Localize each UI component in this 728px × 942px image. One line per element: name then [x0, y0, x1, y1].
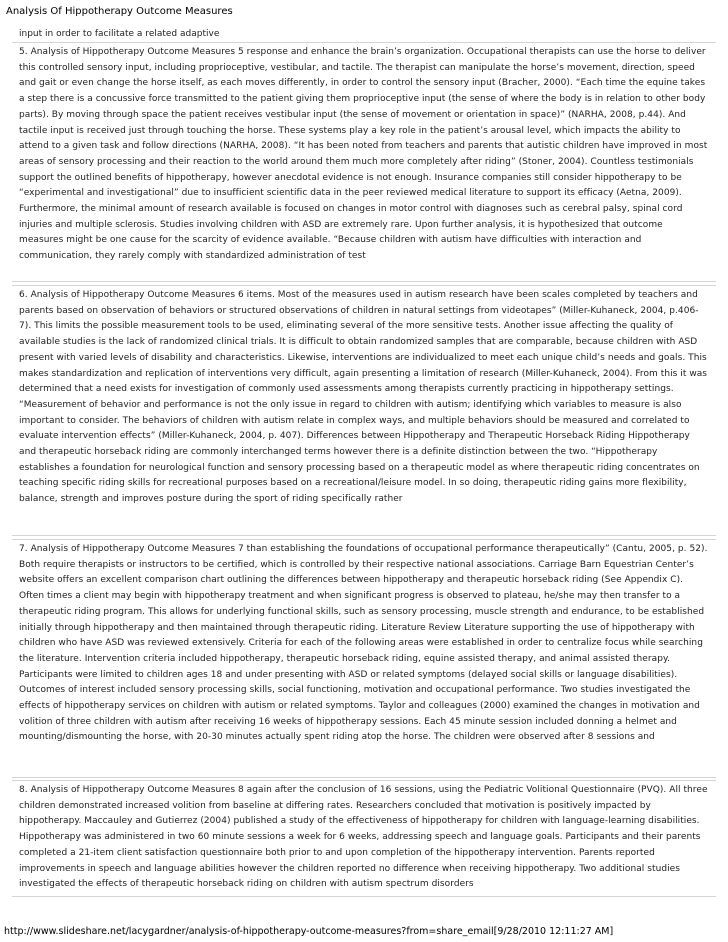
slide-5-panel — [12, 42, 716, 282]
page-title: Analysis Of Hippotherapy Outcome Measures — [6, 6, 233, 17]
slide-8-text: 8. Analysis of Hippotherapy Outcome Measures 8 again after the conclusion of 16 sessions, using the Pediatric Volitional Questionnaire (PVQ). All three children demonstrated increased volition from baseline at differing rates. Researchers concluded that motivation is positively impacted by hippotherapy. Maccauley and Gutierrez (2004) published a study of the effectiveness of hippotherapy for children with language-learning disabilities. Hippotherapy was administered in two 60 minute sessions a week for 6 weeks, addressing speech and language goals. Participants and their parents completed a 21-item client satisfaction questionnaire both prior to and upon completion of the hippotherapy intervention. Parents reported improvements in speech and language abilities however the children reported no difference when receiving hippotherapy. Two additional studies investigated the effects of therapeutic horseback riding on children with autism spectrum disorders — [19, 785, 708, 890]
slide-7-panel — [12, 539, 716, 778]
slide-6-panel — [12, 285, 716, 536]
slide-8-panel — [12, 780, 716, 897]
slide-7-text: 7. Analysis of Hippotherapy Outcome Measures 7 than establishing the foundations of occupational performance therapeutically” (Cantu, 2005, p. 52). Both require therapists or instructors to be certified, which is controlled by their respective national associations. Carriage Barn Equestrian Center’s website offers an excellent comparison chart outlining the differences between hippotherapy and therapeutic horseback riding (See Appendix C). Often times a client may begin with hippotherapy treatment and when significant progress is observed to plateau, he/she may then transfer to a therapeutic riding program. This allows for underlying functional skills, such as sensory processing, muscle strength and endurance, to be established initially through hippotherapy and then maintained through therapeutic riding. Literature Review Literature supporting the use of hippotherapy with children who have ASD was reviewed extensively. Criteria for each of the following areas were established in order to centralize focus while searching the literature. Intervention criteria included hippotherapy, therapeutic horseback riding, equine assisted therapy, and animal assisted therapy. Participants were limited to children ages 18 and under presenting with ASD or related symptoms (delayed social skills or language disabilities). Outcomes of interest included sensory processing skills, social functioning, motivation and occupational performance. Two studies investigated the effects of hippotherapy services on children with autism or related symptoms. Taylor and colleagues (2000) examined the changes in motivation and volition of three children with autism after receiving 16 weeks of hippotherapy sessions. Each 45 minute session included donning a helmet and mounting/dismounting the horse, with 20-30 minutes actually spent riding atop the horse. The children were observed after 8 sessions and — [19, 544, 708, 743]
slide-6-text: 6. Analysis of Hippotherapy Outcome Measures 6 items. Most of the measures used in autism research have been scales completed by teachers and parents based on observation of behaviors or structured observations of children in natural settings from videotapes” (Miller-Kuhaneck, 2004, p.406-7). This limits the possible measurement tools to be used, eliminating several of the more sensitive tests. Another issue affecting the quality of available studies is the lack of randomized clinical trials. It is difficult to obtain randomized samples that are comparable, because children with ASD present with varied levels of disability and characteristics. Likewise, interventions are individualized to meet each unique child’s needs and goals. This makes standardization and replication of interventions very difficult, again presenting a limitation of research (Miller-Kuhaneck, 2004). From this it was determined that a need exists for investigation of commonly used assessments among therapists currently practicing in hippotherapy settings. “Measurement of behavior and performance is not the only issue in regard to children with autism; identifying which variables to measure is also important to consider. The behaviors of children with autism relate in complex ways, and multiple behaviors should be measured and correlated to evaluate intervention effects” (Miller-Kuhaneck, 2004, p. 407). Differences between Hippotherapy and Therapeutic Horseback Riding Hippotherapy and therapeutic horseback riding are commonly interchanged terms however there is a definite distinction between the two. “Hippotherapy establishes a foundation for neurological function and sensory processing based on a therapeutic model as where therapeutic riding concentrates on teaching specific riding skills for recreational purposes based on a recreational/leisure model. In so doing, therapeutic riding gains more flexibility, balance, strength and improves posture during the sport of riding specifically rather — [19, 290, 708, 505]
source-url-footer: http://www.slideshare.net/lacygardner/analysis-of-hippotherapy-outcome-measures?from=share_email[9/28/2010 12:11:27 AM] — [4, 926, 614, 937]
slide-5-text: 5. Analysis of Hippotherapy Outcome Measures 5 response and enhance the brain’s organization. Occupational therapists can use the horse to deliver this controlled sensory input, including proprioceptive, vestibular, and tactile. The therapist can manipulate the horse’s movement, direction, speed and gait or even change the horse itself, as each moves differently, in order to control the sensory input (Bracher, 2000). “Each time the equine takes a step there is a concussive force transmitted to the patient giving them proprioceptive input (the sense of where the body is in relation to other body parts). By moving through space the patient receives vestibular input (the sense of movement or orientation in space)” (NARHA, 2008, p.44). And tactile input is received just through touching the horse. These systems play a key role in the patient’s arousal level, which impacts the ability to attend to a given task and follow directions (NARHA, 2008). “It has been noted from teachers and parents that autistic children have improved in most areas of sensory processing and their reaction to the world around them much more completely after riding” (Stoner, 2004). Countless testimonials support the outlined benefits of hippotherapy, however anecdotal evidence is not enough. Insurance companies still consider hippotherapy to be “experimental and investigational” due to insufficient scientific data in the peer reviewed medical literature to support its efficacy (Aetna, 2009). Furthermore, the minimal amount of research available is focused on changes in motor control with diagnoses such as cerebral palsy, spinal cord injuries and multiple sclerosis. Studies involving children with ASD are extremely rare. Upon further analysis, it is hypothesized that outcome measures might be one cause for the scarcity of evidence available. “Because children with autism have difficulties with interaction and communication, they rarely comply with standardized administration of test — [19, 47, 708, 262]
continuation-line: input in order to facilitate a related adaptive — [19, 29, 220, 39]
